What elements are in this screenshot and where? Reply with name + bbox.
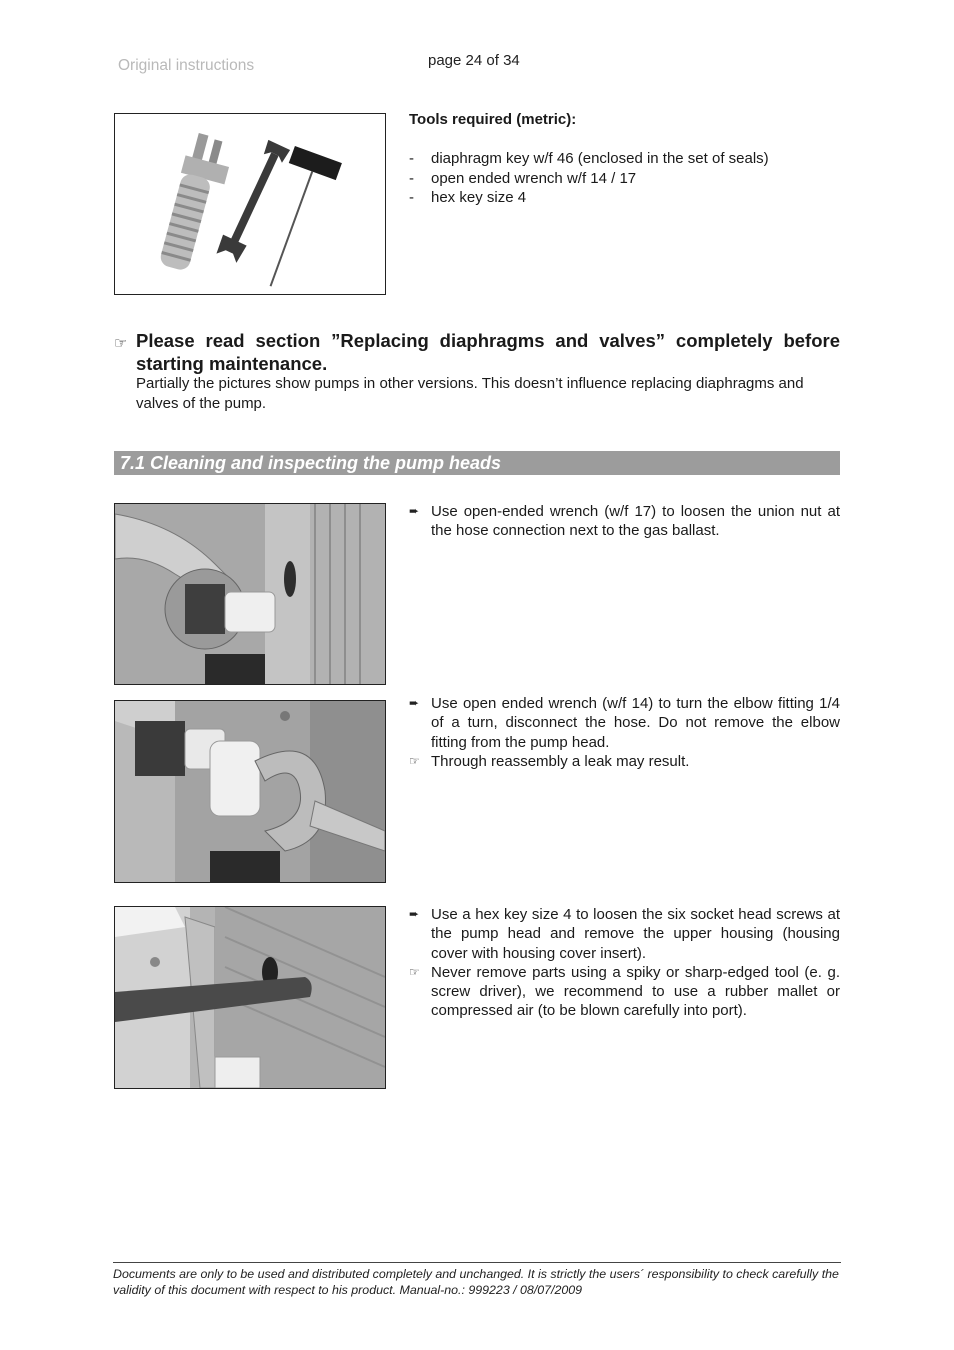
step-2-photo	[114, 700, 386, 883]
step-1-list	[409, 502, 840, 541]
list-item: ➨ Use a hex key size 4 to loosen the six socket head screws at the pump head and remove the upper housing (housing cover with housing cover insert).	[409, 906, 840, 962]
list-item: ☞ Through reassembly a leak may result.	[409, 752, 690, 770]
section-title: 7.1 Cleaning and inspecting the pump heads	[120, 453, 502, 473]
step-1-photo	[114, 503, 386, 685]
arrow-icon: ➨	[409, 696, 420, 710]
section-header	[114, 451, 840, 475]
wrench-on-elbow-fitting-illustration	[115, 701, 385, 882]
tools-photo	[114, 113, 386, 295]
pointing-hand-icon: ☞	[114, 335, 128, 352]
step-2-list	[409, 694, 840, 771]
step-3-photo	[114, 906, 386, 1089]
tools-list	[409, 149, 839, 208]
list-item: - diaphragm key w/f 46 (enclosed in the set of seals)	[409, 150, 769, 167]
list-item: - open ended wrench w/f 14 / 17	[409, 169, 637, 187]
hex-key-on-pump-head-illustration	[115, 907, 385, 1088]
pointing-hand-icon: ☞	[409, 964, 420, 979]
footer-text: Documents are only to be used and distributed completely and unchanged. It is strictly the users´ responsibility to check carefully the validity of this document with respect to his product. Manual-no.: 999223 / 08/07/2009	[113, 1267, 839, 1297]
wrench-on-union-nut-illustration	[115, 504, 385, 684]
list-item: - hex key size 4	[409, 189, 527, 207]
note-body: Partially the pictures show pumps in other versions. This doesn’t influence replacing diaphragms and valves of the pump.	[136, 375, 804, 412]
page-number: page 24 of 34	[428, 52, 520, 69]
list-item: ☞ Never remove parts using a spiky or sharp-edged tool (e. g. screw driver), we recommend to use a rubber mallet or compressed air (to be blown carefully into port).	[409, 963, 840, 1020]
step-3-list	[409, 905, 840, 1021]
footer-divider	[113, 1262, 841, 1263]
tools-illustration	[115, 114, 385, 294]
pointing-hand-icon: ☞	[409, 753, 420, 768]
arrow-icon: ➨	[409, 907, 420, 921]
arrow-icon: ➨	[409, 504, 420, 518]
list-item: ➨ Use open-ended wrench (w/f 17) to loosen the union nut at the hose connection next to the gas ballast.	[409, 503, 840, 540]
list-item: ➨ Use open ended wrench (w/f 14) to turn the elbow fitting 1/4 of a turn, disconnect the hose. Do not remove the elbow fitting from the pump head.	[409, 695, 840, 751]
note-heading: Please read section ”Replacing diaphragms and valves” completely before starting maintenance.	[136, 330, 840, 374]
header-label: Original instructions	[118, 57, 255, 74]
tools-title: Tools required (metric):	[409, 111, 577, 128]
